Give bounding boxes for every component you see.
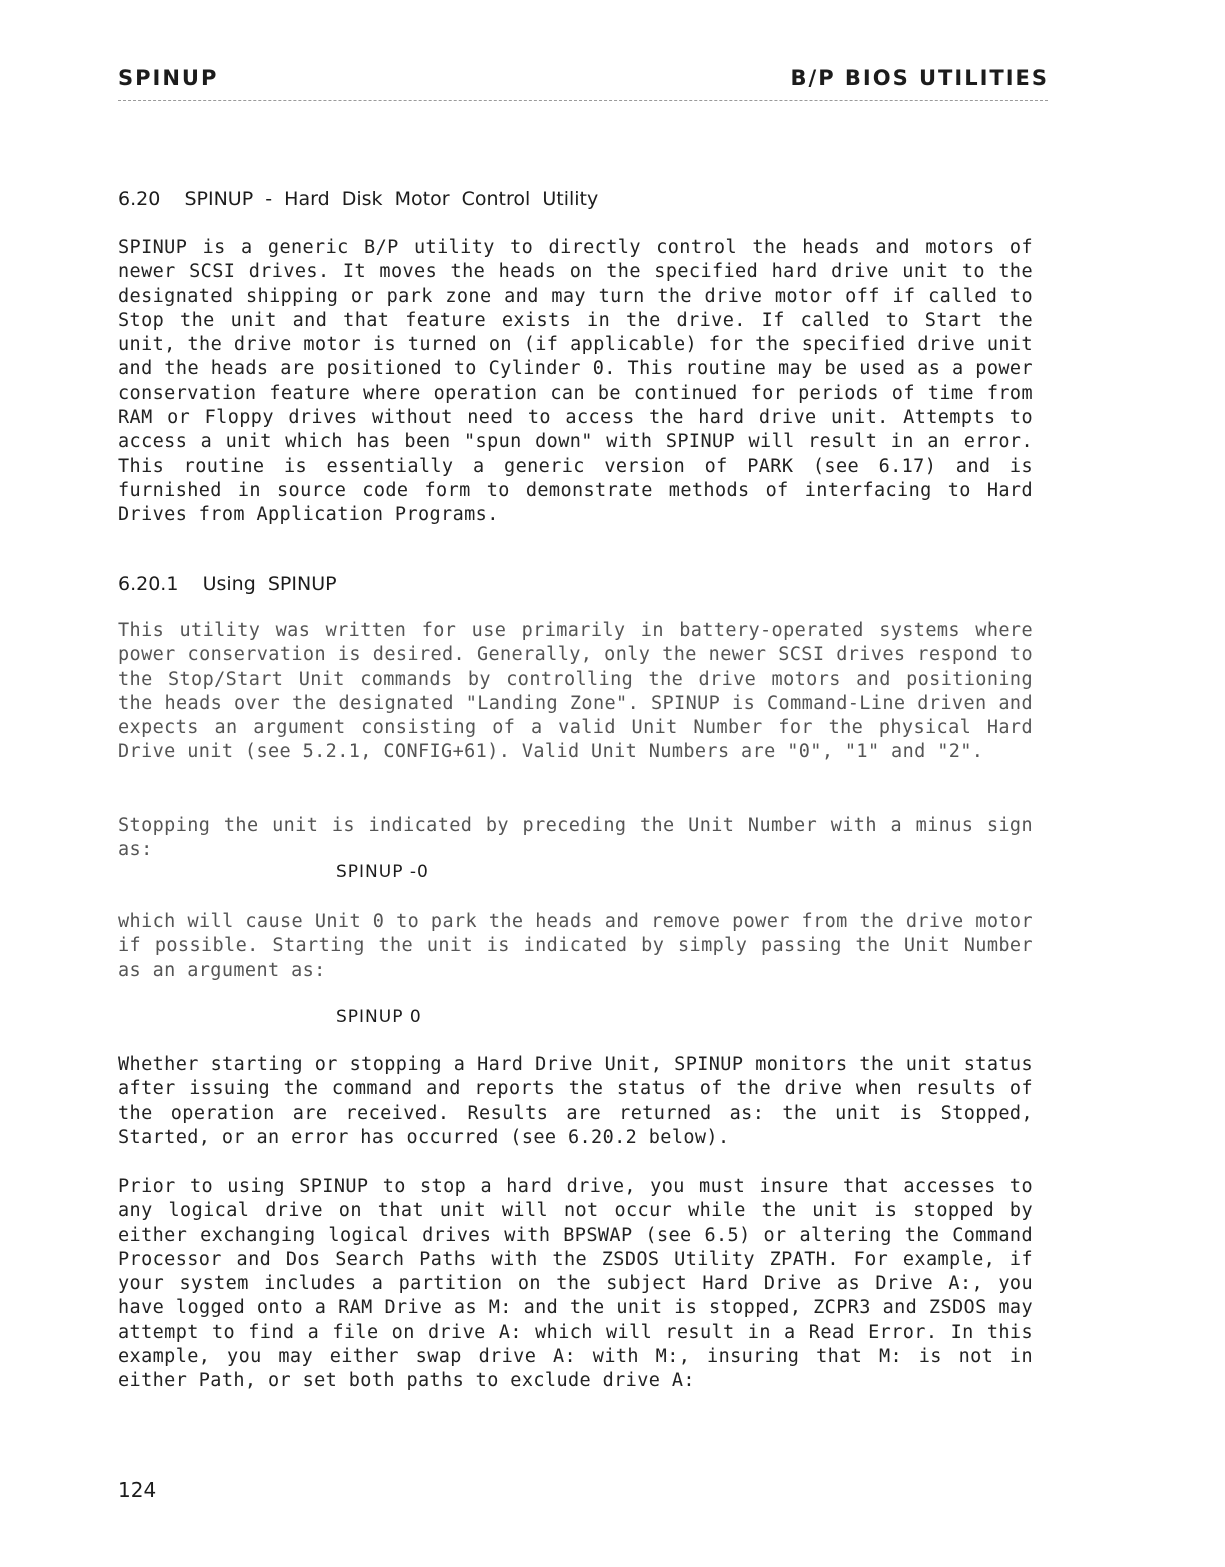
running-header-left: SPINUP — [118, 66, 219, 90]
page-number: 124 — [118, 1478, 157, 1502]
header-rule — [118, 100, 1048, 101]
section-heading: 6.20 SPINUP - Hard Disk Motor Control Utility — [118, 188, 599, 210]
command-stop-example: SPINUP -0 — [336, 862, 429, 882]
usage-paragraph: This utility was written for use primarily in battery-operated systems where power conservation is desired. Generally, only the newer SCSI drives respond to the Stop/Start Unit commands by controlling the drive motors and positioning the heads over the designated "Landing Zone". SPINUP is Command-Line driven and expects an argument consisting of a valid Unit Number for the physical Hard Drive unit (see 5.2.1, CONFIG+61). Valid Unit Numbers are "0", "1" and "2". — [118, 620, 1033, 763]
running-header-right: B/P BIOS UTILITIES — [790, 66, 1049, 90]
stop-paragraph: Stopping the unit is indicated by preceding the Unit Number with a minus sign as: — [118, 815, 1033, 861]
status-paragraph: Whether starting or stopping a Hard Drive Unit, SPINUP monitors the unit status after issuing the command and reports the status of the drive when results of the operation are received. Results are returned as: the unit is Stopped, Started, or an error has occurred (see 6.20.2 below). — [118, 1054, 1033, 1148]
section-intro-paragraph: SPINUP is a generic B/P utility to directly control the heads and motors of newer SCSI drives. It moves the heads on the specified hard drive unit to the designated shipping or park zone and may turn the drive motor off if called to Stop the unit and that feature exists in the drive. If called to Start the unit, the drive motor is turned on (if applicable) for the specified drive unit and the heads are positioned to Cylinder 0. This routine may be used as a power conservation feature where operation can be continued for periods of time from RAM or Floppy drives without need to access the hard drive unit. Attempts to access a unit which has been "spun down" with SPINUP will result in an error. This routine is essentially a generic version of PARK (see 6.17) and is furnished in source code form to demonstrate methods of interfacing to Hard Drives from Application Programs. — [118, 237, 1033, 526]
command-start-example: SPINUP 0 — [336, 1007, 422, 1027]
subsection-heading: 6.20.1 Using SPINUP — [118, 573, 337, 595]
park-paragraph: which will cause Unit 0 to park the heads and remove power from the drive motor if possible. Starting the unit is indicated by simply passing the Unit Number as an argument as: — [118, 911, 1033, 981]
caution-paragraph: Prior to using SPINUP to stop a hard drive, you must insure that accesses to any logical drive on that unit will not occur while the unit is stopped by either exchanging logical drives with BPSWAP (see 6.5) or altering the Command Processor and Dos Search Paths with the ZSDOS Utility ZPATH. For example, if your system includes a partition on the subject Hard Drive as Drive A:, you have logged onto a RAM Drive as M: and the unit is stopped, ZCPR3 and ZSDOS may attempt to find a file on drive A: which will result in a Read Error. In this example, you may either swap drive A: with M:, insuring that M: is not in either Path, or set both paths to exclude drive A: — [118, 1176, 1033, 1392]
